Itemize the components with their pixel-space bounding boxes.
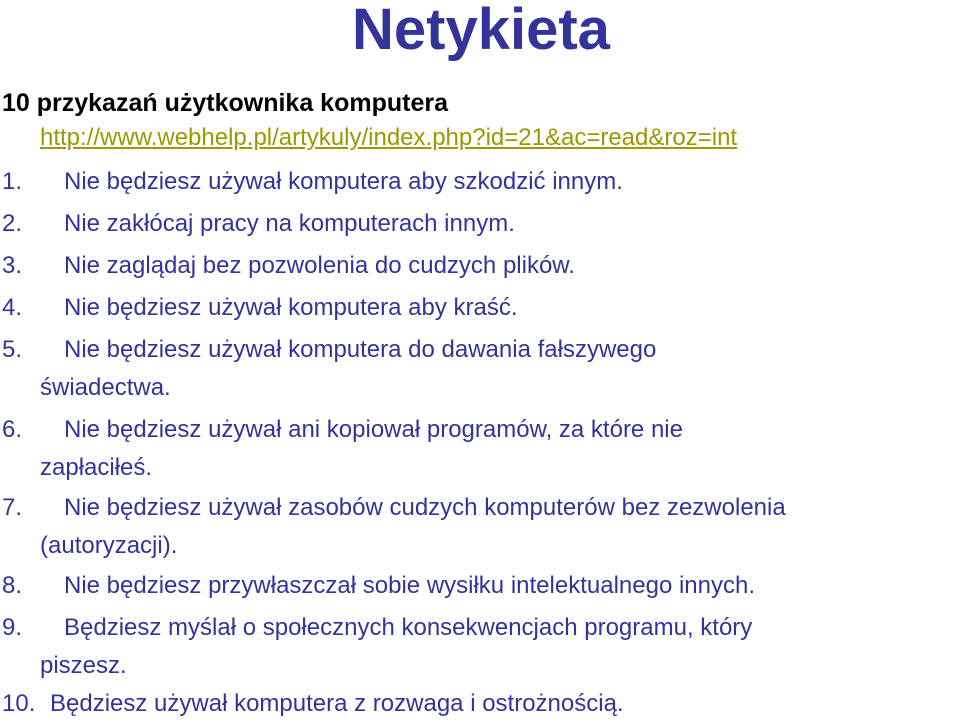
rule-text: Nie będziesz używał komputera do dawania fałszywego bbox=[64, 336, 657, 363]
rule-number: 5. bbox=[2, 336, 23, 363]
rule-text: Nie będziesz używał komputera aby szkodzić innym. bbox=[64, 168, 623, 195]
page-title: Netykieta bbox=[352, 0, 610, 62]
rule-text: Nie będziesz używał zasobów cudzych komputerów bez zezwolenia bbox=[64, 494, 786, 521]
rule-text-continued: (autoryzacji). bbox=[40, 532, 178, 559]
rule-number: 8. bbox=[2, 572, 23, 599]
rule-number: 6. bbox=[2, 416, 23, 443]
rule-number: 1. bbox=[2, 168, 23, 195]
rule-text-continued: piszesz. bbox=[40, 652, 127, 679]
rule-text-continued: świadectwa. bbox=[40, 374, 171, 401]
source-link[interactable]: http://www.webhelp.pl/artykuly/index.php?id=21&ac=read&roz=int bbox=[40, 124, 738, 151]
rule-text: Będziesz myślał o społecznych konsekwencjach programu, który bbox=[64, 614, 753, 641]
rule-number: 7. bbox=[2, 494, 23, 521]
rule-number: 3. bbox=[2, 252, 23, 279]
rule-number: 9. bbox=[2, 614, 23, 641]
subtitle: 10 przykazań użytkownika komputera bbox=[2, 89, 448, 117]
rule-text: Nie będziesz przywłaszczał sobie wysiłku intelektualnego innych. bbox=[64, 572, 755, 599]
rule-text: Nie będziesz używał komputera aby kraść. bbox=[64, 294, 518, 321]
rule-text-continued: zapłaciłeś. bbox=[40, 454, 153, 481]
rule-text: Nie zaglądaj bez pozwolenia do cudzych plików. bbox=[64, 252, 575, 279]
rule-number: 4. bbox=[2, 294, 23, 321]
rule-number: 10. bbox=[2, 690, 36, 717]
rule-text: Będziesz używał komputera z rozwaga i ostrożnością. bbox=[50, 690, 624, 717]
rule-number: 2. bbox=[2, 210, 23, 237]
rule-text: Nie będziesz używał ani kopiował programów, za które nie bbox=[64, 416, 683, 443]
rule-text: Nie zakłócaj pracy na komputerach innym. bbox=[64, 210, 515, 237]
